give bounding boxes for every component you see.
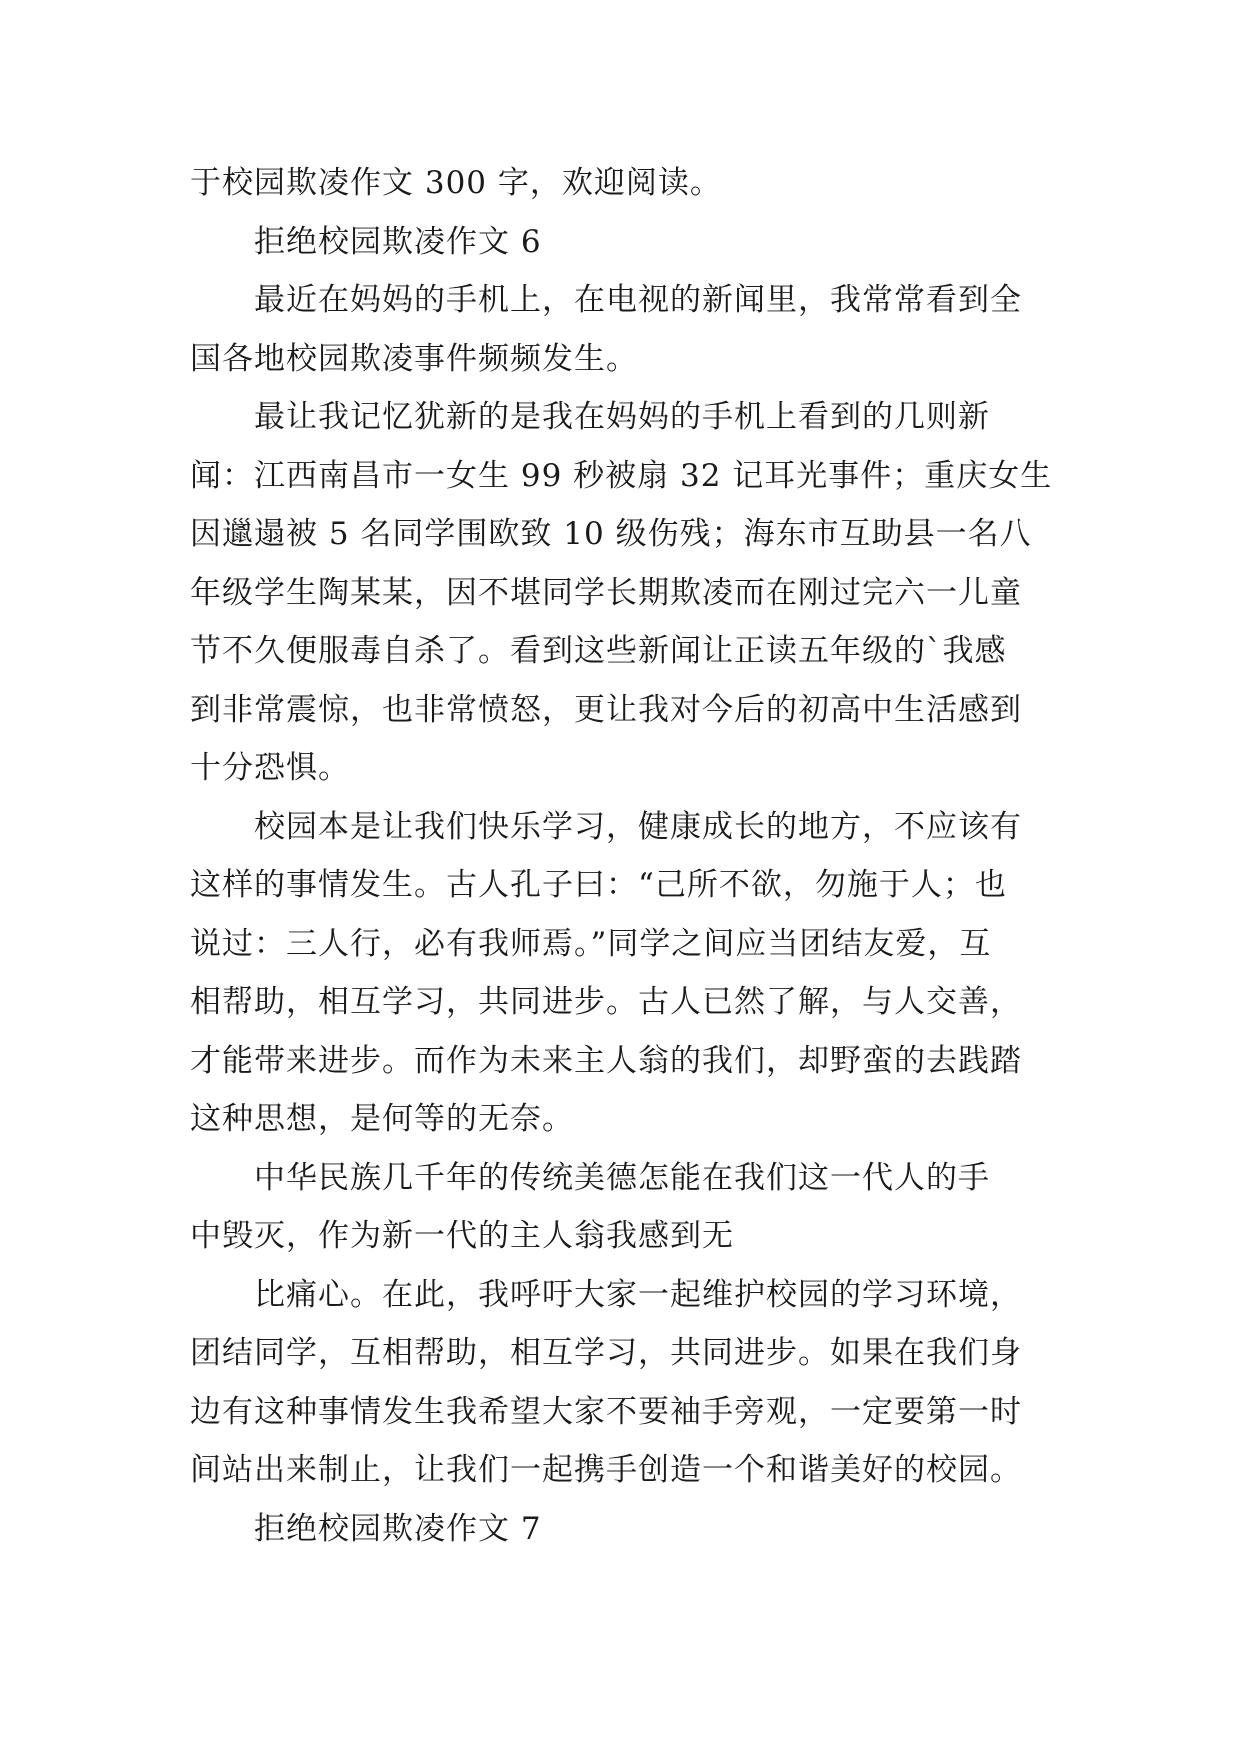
text-line: 校园本是让我们快乐学习，健康成长的地方，不应该有	[254, 808, 1022, 845]
text-line: 闻：江西南昌市一女生 99 秒被扇 32 记耳光事件；重庆女生	[190, 457, 1053, 494]
text-line: 这种思想，是何等的无奈。	[190, 1101, 574, 1137]
text-line: 团结同学，互相帮助，相互学习，共同进步。如果在我们身	[190, 1335, 1022, 1371]
section-heading: 拒绝校园欺凌作文 7	[254, 1510, 542, 1547]
text-line: 节不久便服毒自杀了。看到这些新闻让正读五年级的`我感	[190, 633, 1007, 669]
section-heading: 拒绝校园欺凌作文 6	[254, 223, 542, 260]
text-line: 才能带来进步。而作为未来主人翁的我们，却野蛮的去践踏	[190, 1042, 1022, 1079]
text-line: 说过：三人行，必有我师焉。”同学之间应当团结友爱，互	[190, 925, 992, 962]
text-line: 比痛心。在此，我呼吁大家一起维护校园的学习环境，	[254, 1276, 1022, 1313]
text-line: 最让我记忆犹新的是我在妈妈的手机上看到的几则新	[254, 399, 990, 435]
text-line: 中毁灭，作为新一代的主人翁我感到无	[190, 1218, 734, 1254]
text-line: 边有这种事情发生我希望大家不要袖手旁观，一定要第一时	[190, 1393, 1022, 1430]
text-line: 间站出来制止，让我们一起携手创造一个和谐美好的校园。	[190, 1452, 1022, 1488]
text-line: 年级学生陶某某，因不堪同学长期欺凌而在刚过完六一儿童	[190, 574, 1022, 611]
text-line: 相帮助，相互学习，共同进步。古人已然了解，与人交善，	[190, 984, 1022, 1020]
text-line: 十分恐惧。	[190, 750, 350, 786]
text-line: 这样的事情发生。古人孔子曰：“己所不欲，勿施于人；也	[190, 867, 1007, 903]
text-line: 中华民族几千年的传统美德怎能在我们这一代人的手	[254, 1159, 990, 1196]
text-line: 因邋遢被 5 名同学围欧致 10 级伤残；海东市互助县一名八	[190, 516, 1032, 552]
document-page	[190, 154, 1070, 1558]
text-line: 到非常震惊，也非常愤怒，更让我对今后的初高中生活感到	[190, 691, 1022, 728]
text-line: 国各地校园欺凌事件频频发生。	[190, 340, 638, 377]
text-line: 于校园欺凌作文 300 字，欢迎阅读。	[190, 165, 722, 201]
text-line: 最近在妈妈的手机上，在电视的新闻里，我常常看到全	[254, 282, 1022, 318]
